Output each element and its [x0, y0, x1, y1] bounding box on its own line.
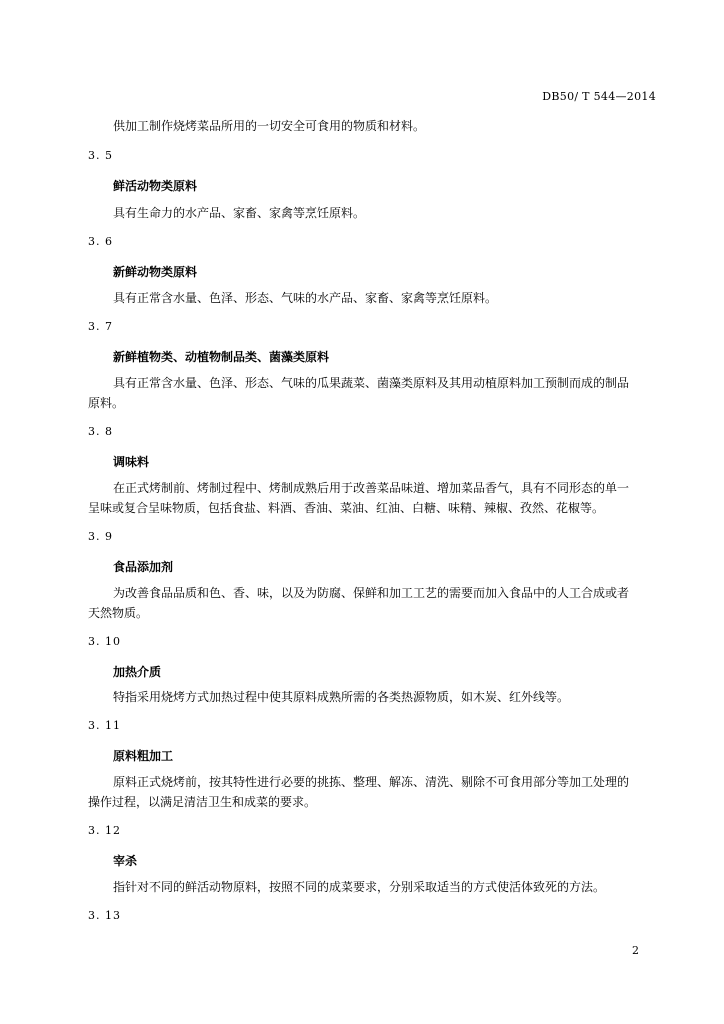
section-number: 3. 8 — [88, 425, 113, 438]
intro-line: 供加工制作烧烤菜品所用的一切安全可食用的物质和材料。 — [113, 119, 426, 133]
definition-line: 原料正式烧烤前，按其特性进行必要的挑拣、整理、解冻、清洗、剔除不可食用部分等加工处理的 — [113, 775, 630, 789]
section-number: 3. 9 — [88, 530, 113, 543]
definition-line: 操作过程，以满足清洁卫生和成菜的要求。 — [88, 795, 317, 809]
term-title: 新鲜植物类、动植物制品类、菌藻类原料 — [113, 350, 330, 364]
section-number: 3. 7 — [88, 320, 113, 333]
term-title: 新鲜动物类原料 — [113, 265, 198, 279]
term-title: 宰杀 — [113, 854, 138, 868]
section-number: 3. 11 — [88, 719, 121, 732]
term-title: 原料粗加工 — [113, 749, 174, 763]
section-number: 3. 6 — [88, 235, 113, 248]
term-title: 调味料 — [113, 455, 150, 469]
section-number: 3. 12 — [88, 824, 121, 837]
section-number: 3. 13 — [88, 909, 121, 922]
definition-line: 在正式烤制前、烤制过程中、烤制成熟后用于改善菜品味道、增加菜品香气，具有不同形态的单一 — [113, 481, 630, 495]
definition-line: 具有正常含水量、色泽、形态、气味的水产品、家畜、家禽等烹饪原料。 — [113, 291, 498, 305]
definition-line: 原料。 — [88, 396, 125, 410]
definition-line: 具有正常含水量、色泽、形态、气味的瓜果蔬菜、菌藻类原料及其用动植原料加工预制而成的制品 — [113, 376, 630, 390]
page-number: 2 — [632, 944, 639, 957]
definition-line: 具有生命力的水产品、家畜、家禽等烹饪原料。 — [113, 206, 366, 220]
term-title: 加热介质 — [113, 665, 162, 679]
definition-line: 呈味或复合呈味物质，包括食盐、料酒、香油、菜油、红油、白糖、味精、辣椒、孜然、花椒等。 — [88, 501, 605, 515]
definition-line: 为改善食品品质和色、香、味，以及为防腐、保鲜和加工工艺的需要而加入食品中的人工合成或者 — [113, 586, 630, 600]
section-number: 3. 10 — [88, 635, 121, 648]
definition-line: 特指采用烧烤方式加热过程中使其原料成熟所需的各类热源物质，如木炭、红外线等。 — [113, 690, 570, 704]
section-number: 3. 5 — [88, 149, 113, 162]
standard-code: DB50/ T 544—2014 — [542, 90, 656, 103]
term-title: 食品添加剂 — [113, 560, 174, 574]
definition-line: 指针对不同的鲜活动物原料，按照不同的成菜要求，分别采取适当的方式使活体致死的方法。 — [113, 880, 606, 894]
definition-line: 天然物质。 — [88, 606, 149, 620]
term-title: 鲜活动物类原料 — [113, 179, 198, 193]
